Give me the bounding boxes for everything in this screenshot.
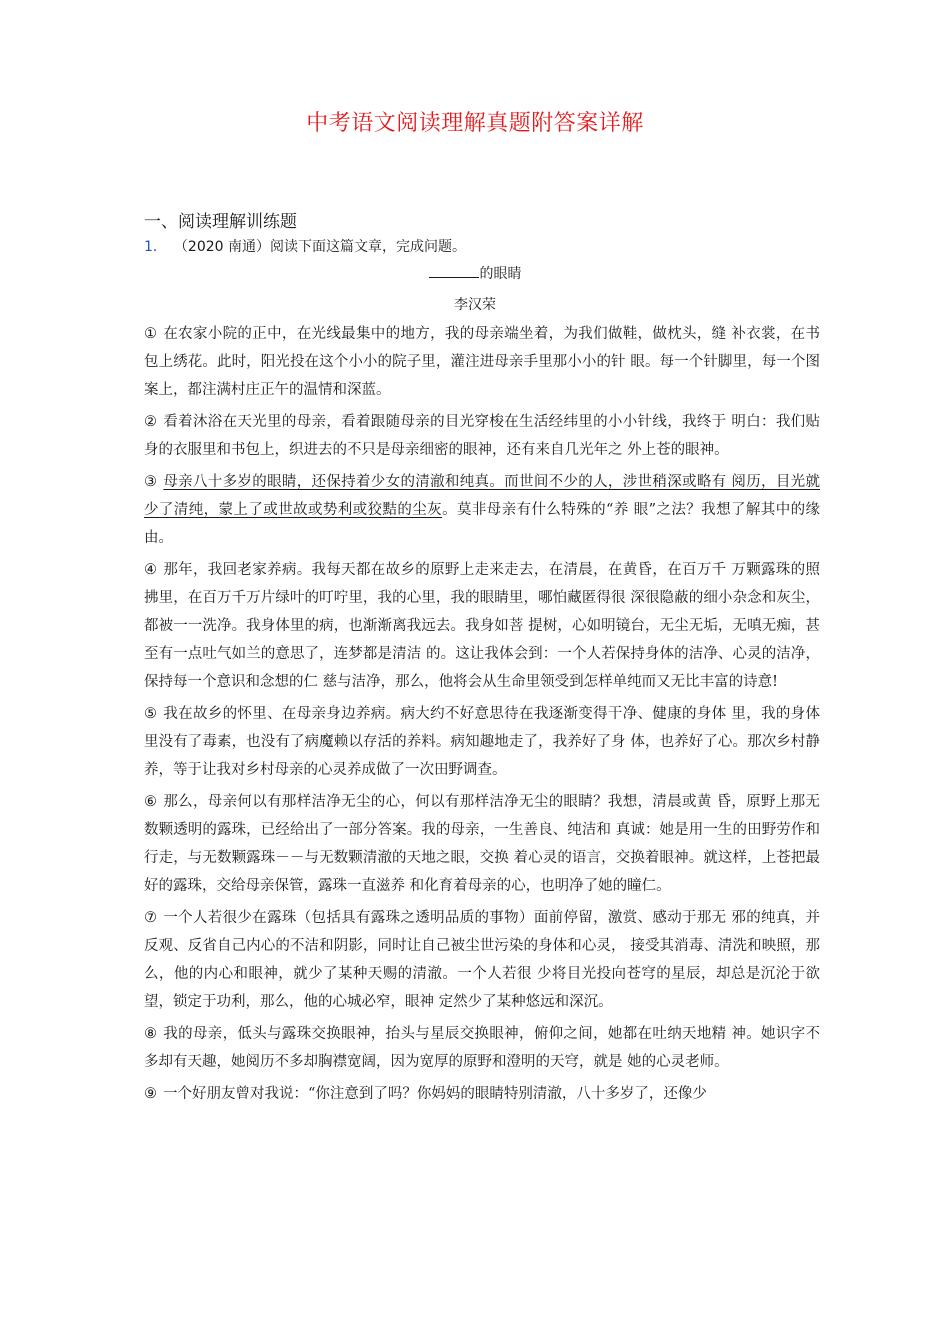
paragraph-text: 我的母亲，低头与露珠交换眼神，抬头与星辰交换眼神，俯仰之间，她都在吐纳天地精 神。她识字不多却有天趣，她阅历不多却胸襟宽阔，因为宽厚的原野和澄明的天穹，就是 她的心灵老师。 (144, 1026, 821, 1070)
paragraph-6 (144, 788, 820, 900)
paragraph-8 (144, 1020, 820, 1076)
article-body (144, 320, 820, 1112)
article-title-text: 的眼睛 (479, 266, 522, 282)
paragraph-number: ② (144, 414, 158, 430)
paragraph-text: 那年，我回老家养病。我每天都在故乡的原野上走来走去，在清晨，在黄昏，在百万千 万颗露珠的照拂里，在百万千万片绿叶的叮咛里，我的心里，我的眼睛里，哪怕藏匿得很 深很隐蔽的细小杂念和灰尘，都被一一洗净。我身体里的病，也渐渐离我远去。我身如菩 提树，心如明镜台，无尘无垢，无嗔无痴，甚至有一点吐气如兰的意思了，连梦都是清洁 的。这让我体会到：一个人若保持身体的洁净、心灵的洁净，保持每一个意识和念想的仁 慈与洁净，那么，他将会从生命里领受到怎样单纯而又无比丰富的诗意! (144, 562, 821, 690)
paragraph-4 (144, 556, 820, 696)
page-title: 中考语文阅读理解真题附答案详解 (306, 111, 644, 136)
paragraph-1 (144, 320, 820, 404)
paragraph-number: ⑤ (144, 706, 158, 722)
paragraph-text: 在农家小院的正中，在光线最集中的地方，我的母亲端坐着，为我们做鞋，做枕头，缝 补衣裳，在书包上绣花。此时，阳光投在这个小小的院子里，灌注进母亲手里那小小的针 眼。每一个针脚里，每一个图案上，都注满村庄正午的温情和深蓝。 (144, 326, 821, 398)
paragraph-3 (144, 468, 820, 552)
article-title (0, 263, 950, 283)
paragraph-number: ④ (144, 562, 158, 578)
paragraph-number: ⑥ (144, 794, 158, 810)
article-author: 李汉荣 (454, 297, 496, 313)
paragraph-5 (144, 700, 820, 784)
paragraph-2 (144, 408, 820, 464)
title-blank (429, 265, 479, 278)
question-number: 1． (144, 239, 167, 255)
paragraph-text: 那么，母亲何以有那样洁净无尘的心，何以有那样洁净无尘的眼睛？我想，清晨或黄 昏，原野上那无数颗透明的露珠，已经给出了一部分答案。我的母亲，一生善良、纯洁和 真诚：她是用一生的田野劳作和行走，与无数颗露珠－－与无数颗清澈的天地之眼，交换 着心灵的语言，交换着眼神。就这样，上苍把最好的露珠，交给母亲保管，露珠一直滋养 和化育着母亲的心，也明净了她的瞳仁。 (144, 794, 821, 894)
paragraph-text: 看着沐浴在天光里的母亲，看着跟随母亲的目光穿梭在生活经纬里的小小针线，我终于 明白：我们贴身的衣服里和书包上，织进去的不只是母亲细密的眼神，还有来自几光年之 外上苍的眼神。 (144, 414, 821, 458)
question-prompt (144, 236, 466, 256)
paragraph-number: ③ (144, 474, 158, 490)
paragraph-9 (144, 1080, 820, 1108)
paragraph-number: ⑨ (144, 1086, 157, 1102)
question-text: （2020 南通）阅读下面这篇文章，完成问题。 (180, 239, 466, 255)
paragraph-number: ⑧ (144, 1026, 158, 1042)
paragraph-7 (144, 904, 820, 1016)
paragraph-number: ① (144, 326, 158, 342)
section-heading: 一、阅读理解训练题 (144, 212, 297, 232)
paragraph-text: 一个人若很少在露珠（包括具有露珠之透明品质的事物）面前停留，激赏、感动于那无 邪的纯真，并反观、反省自己内心的不洁和阴影，同时让自己被尘世污染的身体和心灵， 接受其消毒、清洗和映照，那么，他的内心和眼神，就少了某种天赐的清澈。一个人若很 少将目光投向苍穹的星辰，却总是沉沦于欲望，锁定于功利，那么，他的心城必窄，眼神 定然少了某种悠远和深沉。 (144, 910, 821, 1010)
underlined-sentence: 母亲八十多岁的眼睛，还保持着少女的清澈和纯真。而世间不少的人，涉世稍深或略有 阅历，目光就少了清纯，蒙上了或世故或势利或狡黠的尘灰 (144, 474, 821, 518)
paragraph-number: ⑦ (144, 910, 158, 926)
paragraph-text: 一个好朋友曾对我说：“你注意到了吗？你妈妈的眼睛特别清澈，八十多岁了，还像少 (163, 1086, 707, 1102)
paragraph-text: 我在故乡的怀里、在母亲身边养病。病大约不好意思待在我逐渐变得干净、健康的身体 里，我的身体里没有了毒素，也没有了病魔赖以存活的养料。病知趣地走了，我养好了身 体，也养好了心。那次乡村静养，等于让我对乡村母亲的心灵养成做了一次田野调查。 (144, 706, 821, 778)
paragraph-text: 。莫非母亲有什么特殊的“养 眼”之法？我想了解其中的缘由。 (144, 502, 821, 546)
